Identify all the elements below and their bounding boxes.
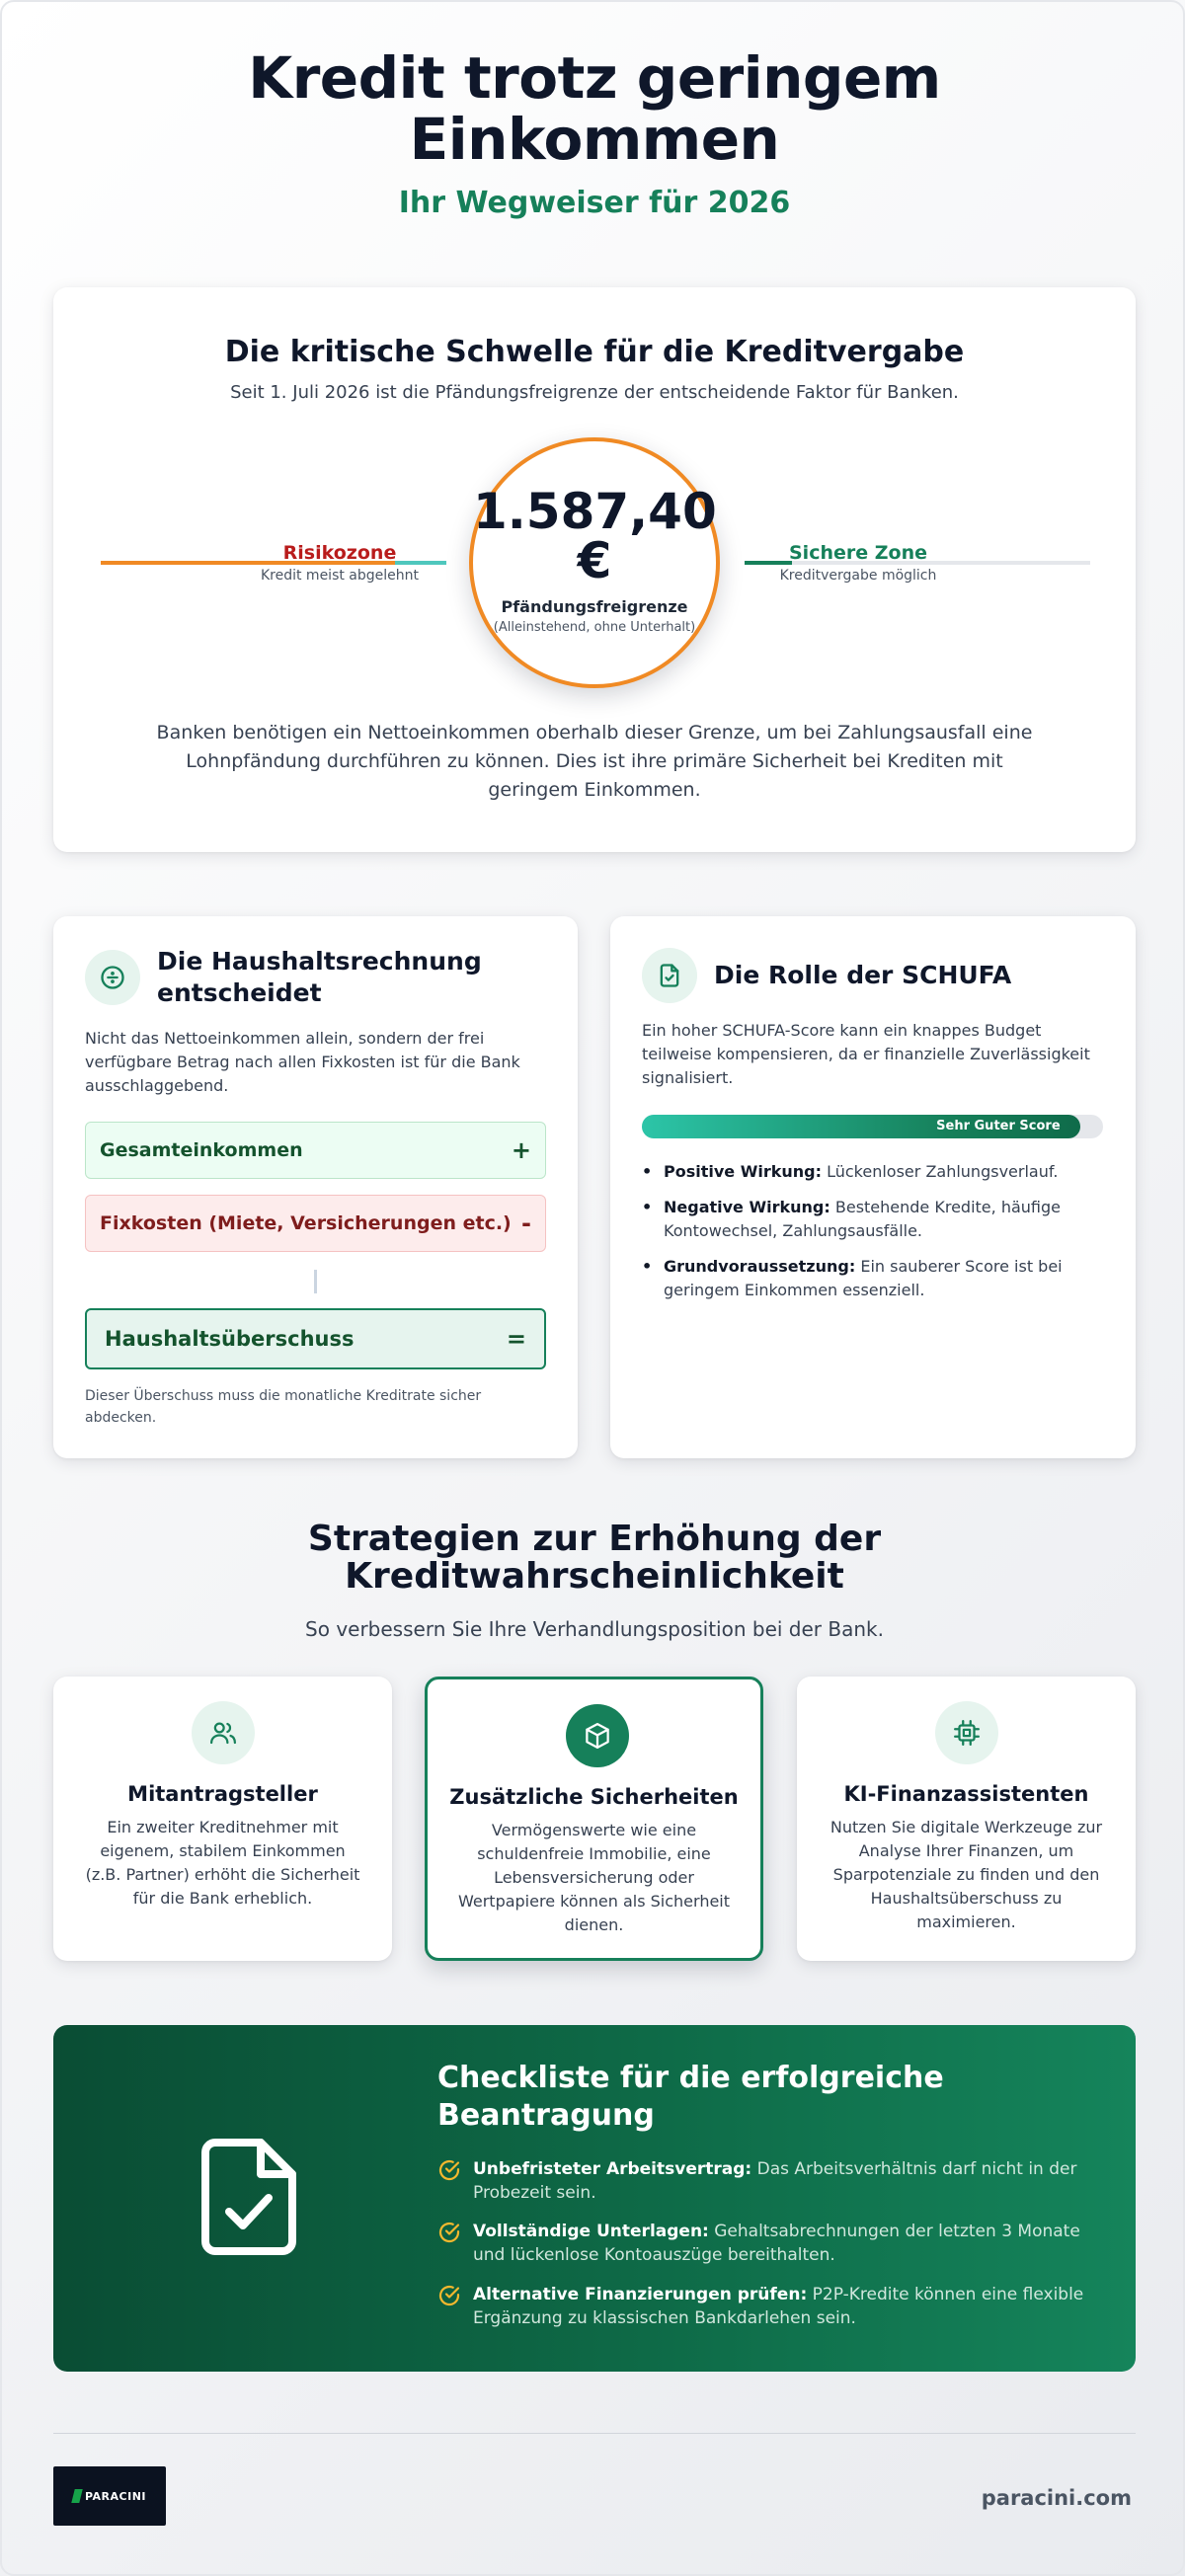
costs-row bbox=[85, 1195, 546, 1252]
strategy-title: KI-Finanzassistenten bbox=[843, 1782, 1089, 1806]
header bbox=[2, 44, 1185, 220]
strategies-subtitle: So verbessern Sie Ihre Verhandlungsposition bei der Bank. bbox=[305, 1617, 884, 1641]
page-subtitle: Ihr Wegweiser für 2026 bbox=[398, 186, 791, 220]
schufa-bullets bbox=[642, 1160, 1103, 1314]
divide-icon bbox=[85, 950, 140, 1005]
schufa-text: Ein hoher SCHUFA-Score kann ein knappes Budget teilweise kompensieren, da er finanzielle Zuverlässigkeit signalisiert. bbox=[642, 1021, 1090, 1087]
strategy-card bbox=[53, 1677, 392, 1961]
paracini-logo[interactable] bbox=[53, 2466, 166, 2526]
risk-zone-text: Kredit meist abgelehnt bbox=[260, 568, 420, 584]
list-item bbox=[642, 1196, 1103, 1243]
strategies-title-line-2: Kreditwahrscheinlichkeit bbox=[345, 1556, 844, 1597]
check-circle-icon bbox=[437, 2158, 461, 2182]
score-bar bbox=[642, 1115, 1103, 1138]
household-note: Dieser Überschuss muss die monatliche Kreditrate sicher abdecken. bbox=[85, 1388, 482, 1426]
schufa-card bbox=[610, 916, 1136, 1458]
strategy-text: Ein zweiter Kreditnehmer mit eigenem, stabilem Einkommen (z.B. Partner) erhöht die Sicherheit für die Bank erheblich. bbox=[85, 1818, 360, 1908]
page-title bbox=[2, 44, 1185, 173]
plus-icon: + bbox=[511, 1136, 531, 1164]
threshold-value-currency: € bbox=[577, 532, 612, 589]
score-bar-fill bbox=[642, 1115, 1080, 1138]
title-line-2: Einkommen bbox=[409, 106, 780, 173]
checklist-item-label: Unbefristeter Arbeitsvertrag: bbox=[473, 2159, 752, 2179]
threshold-description: Banken benötigen ein Nettoeinkommen oberhalb dieser Grenze, um bei Zahlungsausfall eine Lohnpfändung durchführen zu können. Dies ist ihre primäre Sicherheit bei Krediten mit geringem Einkommen. bbox=[156, 722, 1033, 801]
checklist-item bbox=[437, 2157, 1089, 2205]
file-check-icon bbox=[642, 948, 697, 1003]
household-text: Nicht das Nettoeinkommen allein, sondern der frei verfügbare Betrag nach allen Fixkosten ist für die Bank ausschlaggebend. bbox=[85, 1029, 520, 1095]
logo-text: PARACINI bbox=[84, 2489, 146, 2503]
bullet-text: Ein sauberer Score ist bei geringem Einkommen essenziell. bbox=[664, 1257, 1063, 1299]
household-title: Die Haushaltsrechnung entscheidet bbox=[157, 947, 482, 1007]
strategies-title bbox=[2, 1521, 1185, 1596]
threshold-value-label: Pfändungsfreigrenze bbox=[501, 597, 688, 616]
threshold-subtitle: Seit 1. Juli 2026 ist die Pfändungsfreigrenze der entscheidende Faktor für Banken. bbox=[230, 382, 959, 403]
box-icon bbox=[566, 1704, 629, 1767]
chip-icon bbox=[935, 1701, 998, 1764]
checklist-item-text: Das Arbeitsverhältnis darf nicht in der Probezeit sein. bbox=[473, 2159, 1077, 2203]
strategy-title: Zusätzliche Sicherheiten bbox=[449, 1785, 739, 1809]
minus-icon: - bbox=[521, 1210, 531, 1237]
users-icon bbox=[192, 1701, 255, 1764]
bullet-text: Bestehende Kredite, häufige Kontowechsel, Zahlungsausfälle. bbox=[664, 1198, 1061, 1240]
checklist-item bbox=[437, 2220, 1089, 2267]
threshold-card bbox=[53, 287, 1136, 852]
threshold-title: Die kritische Schwelle für die Kreditvergabe bbox=[224, 335, 965, 369]
schufa-title: Die Rolle der SCHUFA bbox=[714, 961, 1012, 989]
bullet-label: Grundvoraussetzung: bbox=[664, 1257, 856, 1276]
score-label: Sehr Guter Score bbox=[936, 1119, 1061, 1133]
footer-divider bbox=[53, 2433, 1136, 2434]
income-label: Gesamteinkommen bbox=[100, 1139, 303, 1161]
footer-domain-link[interactable]: paracini.com bbox=[981, 2486, 1132, 2510]
check-circle-icon bbox=[437, 2221, 461, 2244]
bullet-label: Positive Wirkung: bbox=[664, 1162, 823, 1181]
threshold-value bbox=[473, 483, 717, 589]
checklist-item-text: P2P-Kredite können eine flexible Ergänzung zu klassischen Bankdarlehen sein. bbox=[473, 2285, 1084, 2328]
strategy-title: Mitantragsteller bbox=[127, 1782, 318, 1806]
check-circle-icon bbox=[437, 2284, 461, 2307]
threshold-circle bbox=[469, 437, 720, 688]
strategy-text: Nutzen Sie digitale Werkzeuge zur Analyse Ihrer Finanzen, um Sparpotenziale zu finden und den Haushaltsüberschuss zu maximieren. bbox=[830, 1818, 1103, 1931]
checklist-item bbox=[437, 2283, 1089, 2330]
surplus-label: Haushaltsüberschuss bbox=[105, 1327, 355, 1351]
calc-connector bbox=[314, 1270, 317, 1293]
strategy-card bbox=[797, 1677, 1136, 1961]
checklist-banner bbox=[53, 2025, 1136, 2372]
safe-zone-text: Kreditvergabe möglich bbox=[779, 568, 937, 584]
household-card bbox=[53, 916, 578, 1458]
logo-mark-icon bbox=[71, 2489, 82, 2503]
threshold-value-amount: 1.587,40 bbox=[473, 483, 717, 540]
document-check-icon bbox=[199, 2137, 298, 2257]
income-row bbox=[85, 1122, 546, 1179]
checklist-title: Checkliste für die erfolgreiche Beantragung bbox=[437, 2061, 944, 2133]
surplus-row bbox=[85, 1308, 546, 1369]
bullet-text: Lückenloser Zahlungsverlauf. bbox=[827, 1162, 1059, 1181]
list-item bbox=[642, 1160, 1103, 1184]
strategies-header bbox=[2, 1521, 1185, 1641]
strategy-text: Vermögenswerte wie eine schuldenfreie Immobilie, eine Lebensversicherung oder Wertpapiere können als Sicherheit dienen. bbox=[457, 1821, 731, 1934]
checklist-item-label: Alternative Finanzierungen prüfen: bbox=[473, 2285, 808, 2304]
risk-zone-title: Risikozone bbox=[282, 542, 397, 564]
strategy-card-featured bbox=[425, 1677, 763, 1961]
list-item bbox=[642, 1255, 1103, 1302]
checklist-item-label: Vollständige Unterlagen: bbox=[473, 2222, 709, 2241]
strategies-title-line-1: Strategien zur Erhöhung der bbox=[307, 1519, 882, 1559]
costs-label: Fixkosten (Miete, Versicherungen etc.) bbox=[100, 1212, 512, 1234]
equals-icon: = bbox=[506, 1325, 526, 1353]
safe-zone-title: Sichere Zone bbox=[789, 542, 927, 564]
bullet-label: Negative Wirkung: bbox=[664, 1198, 830, 1216]
title-line-1: Kredit trotz geringem bbox=[248, 44, 941, 112]
threshold-value-sublabel: (Alleinstehend, ohne Unterhalt) bbox=[493, 620, 696, 635]
checklist-item-text: Gehaltsabrechnungen der letzten 3 Monate und lückenlose Kontoauszüge bereithalten. bbox=[473, 2222, 1080, 2265]
